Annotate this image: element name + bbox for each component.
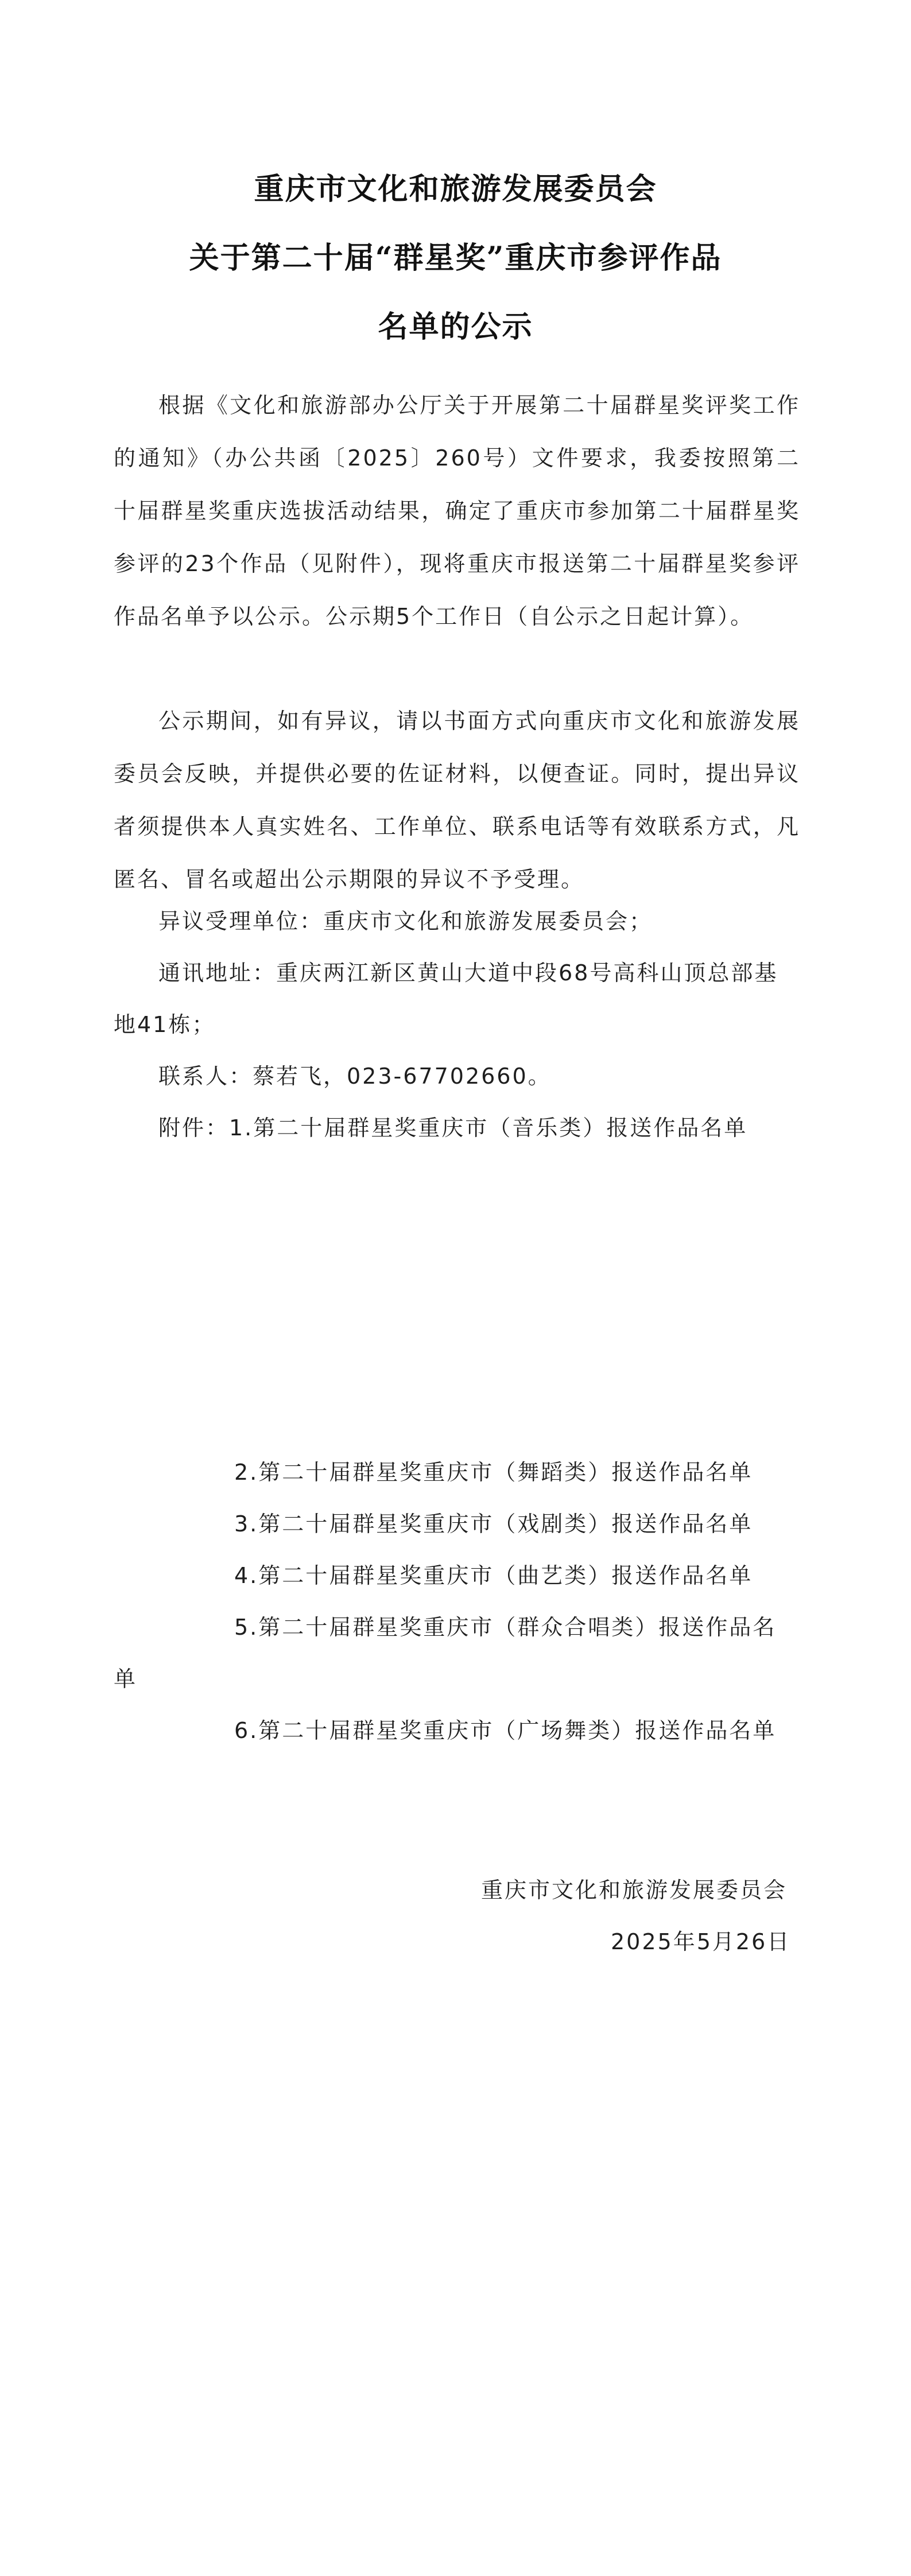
paragraph-objection-text: 公示期间，如有异议，请以书面方式向重庆市文化和旅游发展委员会反映，并提供必要的佐证材料，以便查证。同时，提出异议者须提供本人真实姓名、工作单位、联系电话等有效联系方式，凡匿名、冒名或超出公示期限的异议不予受理。: [114, 708, 800, 892]
paragraph-objection: [114, 695, 800, 906]
title-line-1: 重庆市文化和旅游发展委员会: [254, 172, 657, 207]
attachment-2: 2.第二十届群星奖重庆市（舞蹈类）报送作品名单: [234, 1460, 753, 1485]
attachment-1: 附件：1.第二十届群星奖重庆市（音乐类）报送作品名单: [158, 1115, 748, 1140]
objection-unit: 异议受理单位：重庆市文化和旅游发展委员会；: [158, 909, 653, 934]
attachment-5-continued: 单: [114, 1666, 138, 1692]
attachment-6: 6.第二十届群星奖重庆市（广场舞类）报送作品名单: [234, 1718, 777, 1743]
paragraph-basis: [114, 379, 800, 643]
address-line-1: 通讯地址：重庆两江新区黄山大道中段68号高科山顶总部基: [158, 960, 778, 986]
title-line-3: 名单的公示: [378, 309, 533, 344]
contact-person: 联系人：蔡若飞，023-67702660。: [158, 1064, 552, 1089]
attachment-3: 3.第二十届群星奖重庆市（戏剧类）报送作品名单: [234, 1511, 753, 1537]
address-line-2: 地41栋；: [114, 1012, 216, 1037]
title-line-2: 关于第二十届“群星奖”重庆市参评作品: [189, 240, 722, 276]
attachment-4: 4.第二十届群星奖重庆市（曲艺类）报送作品名单: [234, 1563, 753, 1588]
paragraph-basis-text: 根据《文化和旅游部办公厅关于开展第二十届群星奖评奖工作的通知》（办公共函〔2025〕260号）文件要求，我委按照第二十届群星奖重庆选拔活动结果，确定了重庆市参加第二十届群星奖参评的23个作品（见附件），现将重庆市报送第二十届群星奖参评作品名单予以公示。公示期5个工作日（自公示之日起计算）。: [114, 393, 800, 629]
signature-org: 重庆市文化和旅游发展委员会: [481, 1877, 788, 1903]
attachment-5: 5.第二十届群星奖重庆市（群众合唱类）报送作品名: [234, 1615, 777, 1640]
signature-date: 2025年5月26日: [611, 1929, 791, 1954]
